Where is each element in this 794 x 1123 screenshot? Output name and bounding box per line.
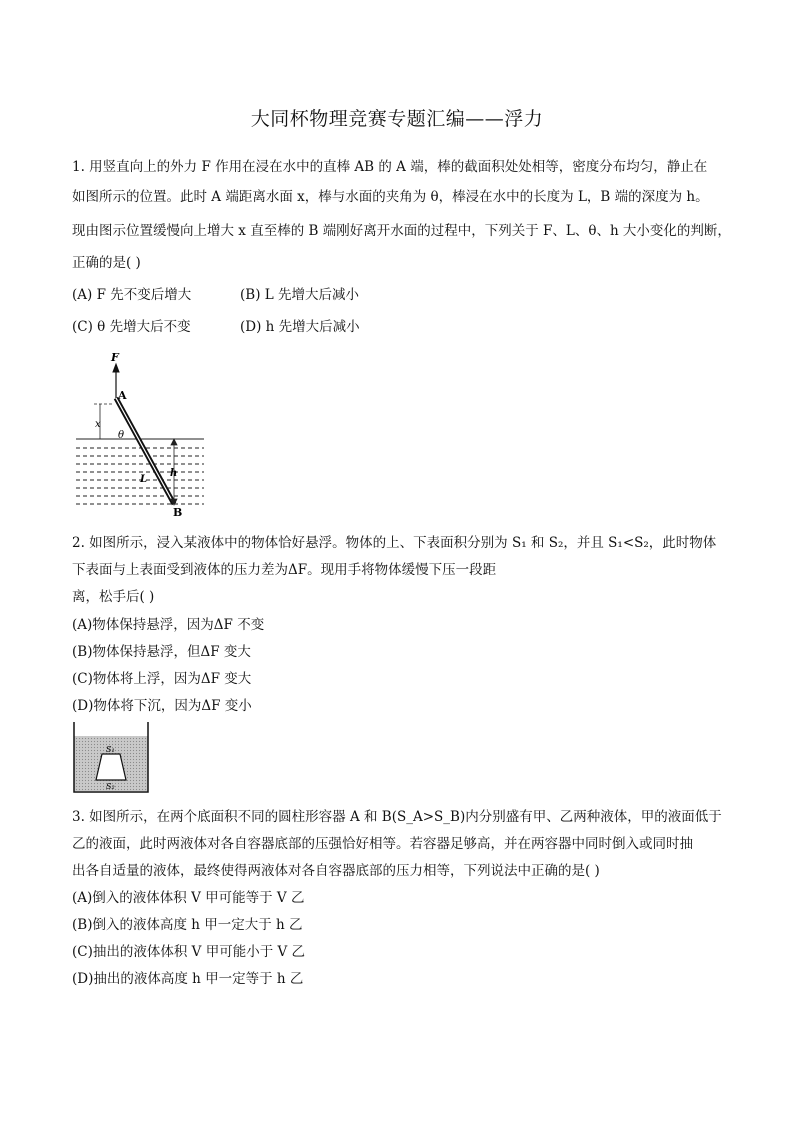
q2-option-b: (B)物体保持悬浮，但ΔF 变大 — [72, 644, 251, 660]
q3-option-b: (B)倒入的液体高度 h 甲一定大于 h 乙 — [72, 917, 303, 933]
q3-line-3: 出各自适量的液体，最终使得两液体对各自容器底部的压力相等，下列说法中正确的是( ) — [72, 863, 600, 879]
rod-ab — [116, 398, 174, 504]
q1-rod-figure — [70, 350, 210, 520]
q2-line-1: 2. 如图所示，浸入某液体中的物体恰好悬浮。物体的上、下表面积分别为 S₁ 和 S₂，并且 S₁<S₂，此时物体 — [72, 535, 717, 551]
q1-option-c: (C) θ 先增大后不变 — [72, 319, 191, 335]
q3-line-2: 乙的液面，此时两液体对各自容器底部的压强恰好相等。若容器足够高，并在两容器中同时倒入或同时抽 — [72, 836, 693, 852]
label-b: B — [173, 506, 183, 519]
q1-line-1: 1. 用竖直向上的外力 F 作用在浸在水中的直棒 AB 的 A 端，棒的截面积处处相等，密度分布均匀，静止在 — [72, 159, 708, 175]
q1-option-a: (A) F 先不变后增大 — [72, 287, 192, 303]
q2-container-figure — [72, 722, 152, 794]
water-surface-lines — [76, 439, 204, 504]
label-s2: S₂ — [106, 782, 115, 791]
q1-option-d: (D) h 先增大后减小 — [240, 319, 360, 335]
label-h: h — [170, 468, 178, 479]
q2-line-2: 下表面与上表面受到液体的压力差为ΔF。现用手将物体缓慢下压一段距 — [72, 562, 497, 578]
q2-line-3: 离，松手后( ) — [72, 589, 155, 605]
q1-line-2: 如图所示的位置。此时 A 端距离水面 x，棒与水面的夹角为 θ，棒浸在水中的长度为 L，B 端的深度为 h。 — [72, 189, 709, 205]
q2-option-d: (D)物体将下沉，因为ΔF 变小 — [72, 698, 252, 714]
page-title: 大同杯物理竞赛专题汇编——浮力 — [250, 108, 544, 130]
q2-option-a: (A)物体保持悬浮，因为ΔF 不变 — [72, 617, 265, 633]
q1-line-3: 现由图示位置缓慢向上增大 x 直至棒的 B 端刚好离开水面的过程中，下列关于 F、L、θ、h 大小变化的判断， — [72, 223, 731, 239]
label-theta: θ — [118, 430, 125, 441]
q3-option-a: (A)倒入的液体体积 V 甲可能等于 V 乙 — [72, 890, 305, 906]
q3-line-1: 3. 如图所示，在两个底面积不同的圆柱形容器 A 和 B(S_A>S_B)内分别盛有甲、乙两种液体，甲的液面低于 — [72, 809, 722, 825]
q3-option-d: (D)抽出的液体高度 h 甲一定等于 h 乙 — [72, 971, 304, 987]
label-x: x — [95, 419, 101, 430]
floating-object — [96, 754, 126, 780]
label-f: F — [111, 351, 119, 364]
label-s1: S₁ — [106, 745, 115, 754]
label-l: L — [140, 474, 148, 485]
label-a: A — [118, 389, 127, 402]
q2-option-c: (C)物体将上浮，因为ΔF 变大 — [72, 671, 252, 687]
q1-line-4: 正确的是( ) — [72, 255, 141, 271]
q3-option-c: (C)抽出的液体体积 V 甲可能小于 V 乙 — [72, 944, 306, 960]
q1-option-b: (B) L 先增大后减小 — [240, 287, 360, 303]
